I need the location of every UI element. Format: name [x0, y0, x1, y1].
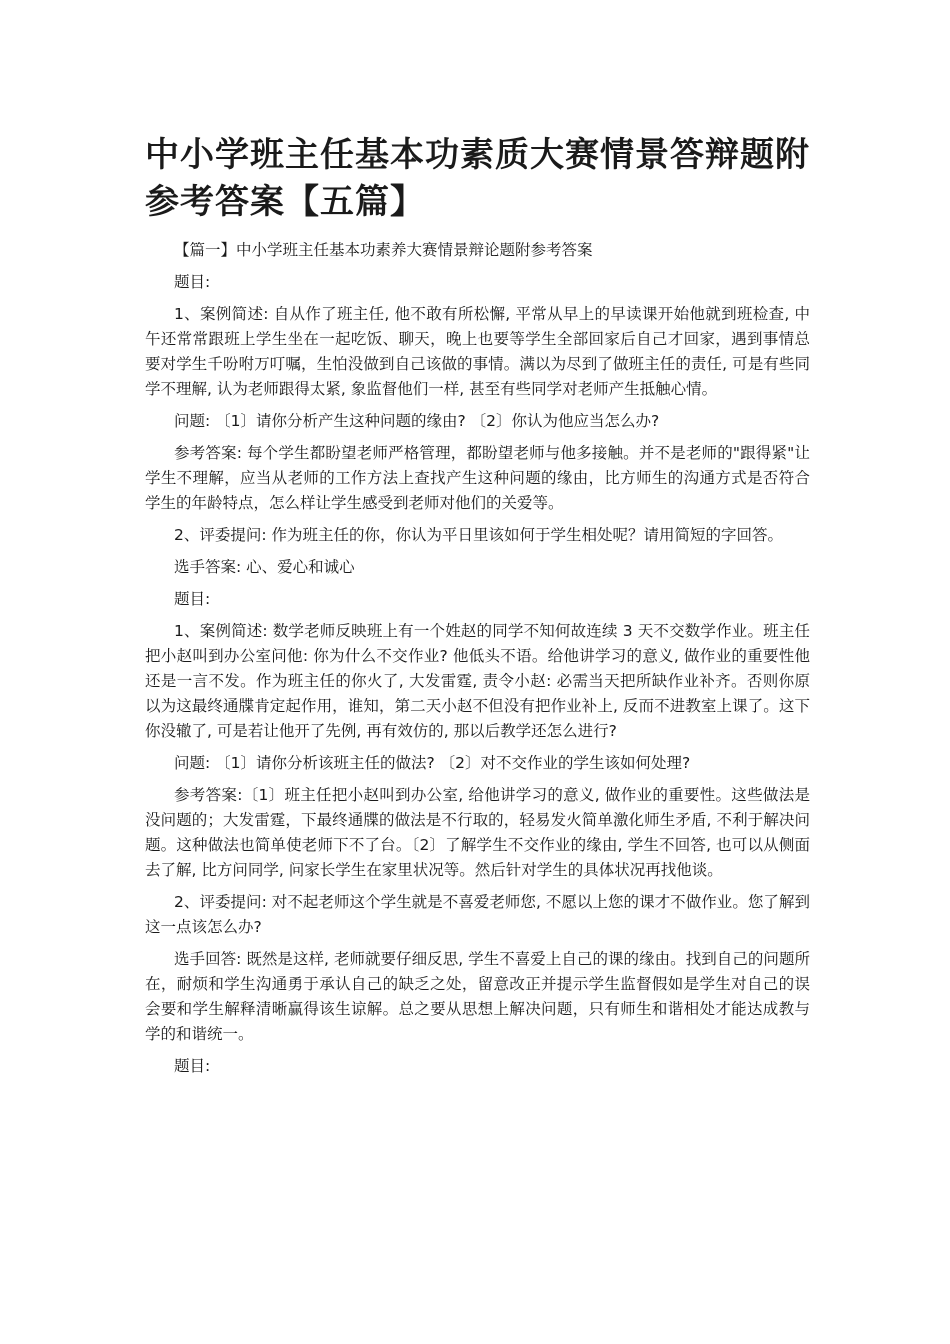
- judge-question: 2、评委提问: 对不起老师这个学生就是不喜爱老师您, 不愿以上您的课才不做作业。您了解到这一点该怎么办?: [145, 893, 810, 936]
- question-label: 题目:: [174, 1057, 211, 1075]
- contestant-answer: 选手回答: 既然是这样, 老师就要仔细反思, 学生不喜爱上自己的课的缘由。找到自己的问题所在，耐烦和学生沟通勇于承认自己的缺乏之处，留意改正并提示学生监督假如是学生对自己的误会要和学生解释清晰赢得该生谅解。总之要从思想上解决问题，只有师生和谐相处才能达成教与学的和谐统一。: [145, 950, 810, 1043]
- document-title: 中小学班主任基本功素质大赛情景答辩题附参考答案【五篇】: [145, 135, 810, 222]
- case-description: 1、案例简述: 数学老师反映班上有一个姓赵的同学不知何故连续 3 天不交数学作业。班主任把小赵叫到办公室问他: 你为什么不交作业? 他低头不语。给他讲学习的意义, 做作业的重要性他还是一言不发。作为班主任的你火了, 大发雷霆, 责令小赵: 必需当天把所缺作业补齐。否则你原以为这最终通牒肯定起作用，谁知，第二天小赵不但没有把作业补上, 反而不进教室上课了。这下你没辙了, 可是若让他开了先例, 再有效仿的, 那以后教学还怎么进行?: [145, 622, 810, 740]
- section-heading: 【篇一】中小学班主任基本功素养大赛情景辩论题附参考答案: [174, 241, 593, 259]
- case-description: 1、案例简述: 自从作了班主任, 他不敢有所松懈, 平常从早上的早读课开始他就到班检查, 中午还常常跟班上学生坐在一起吃饭、聊天，晚上也要等学生全部回家后自己才回家，遇到事情总要对学生千吩咐万叮嘱，生怕没做到自己该做的事情。满以为尽到了做班主任的责任, 可是有些同学不理解, 认为老师跟得太紧, 象监督他们一样, 甚至有些同学对老师产生抵触心情。: [145, 305, 810, 398]
- reference-answer: 参考答案:〔1〕班主任把小赵叫到办公室, 给他讲学习的意义, 做作业的重要性。这些做法是没问题的；大发雷霆，下最终通牒的做法是不行取的，轻易发火简单激化师生矛盾, 不利于解决问题。这种做法也简单使老师下不了台。〔2〕了解学生不交作业的缘由, 学生不回答, 也可以从侧面去了解, 比方问同学, 问家长学生在家里状况等。然后针对学生的具体状况再找他谈。: [145, 786, 810, 879]
- question-text: 问题: 〔1〕请你分析该班主任的做法? 〔2〕对不交作业的学生该如何处理?: [174, 754, 691, 772]
- judge-question: 2、评委提问: 作为班主任的你，你认为平日里该如何于学生相处呢？请用简短的字回答。: [174, 526, 784, 544]
- question-label: 题目:: [174, 590, 211, 608]
- question-text: 问题: 〔1〕请你分析产生这种问题的缘由? 〔2〕你认为他应当怎么办?: [174, 412, 660, 430]
- question-label: 题目:: [174, 273, 211, 291]
- document-page: [145, 132, 810, 1086]
- reference-answer: 参考答案: 每个学生都盼望老师严格管理，都盼望老师与他多接触。并不是老师的"跟得紧"让学生不理解，应当从老师的工作方法上查找产生这种问题的缘由，比方师生的沟通方式是否符合学生的年龄特点，怎么样让学生感受到老师对他们的关爱等。: [145, 444, 810, 512]
- contestant-answer: 选手答案: 心、爱心和诚心: [174, 558, 355, 576]
